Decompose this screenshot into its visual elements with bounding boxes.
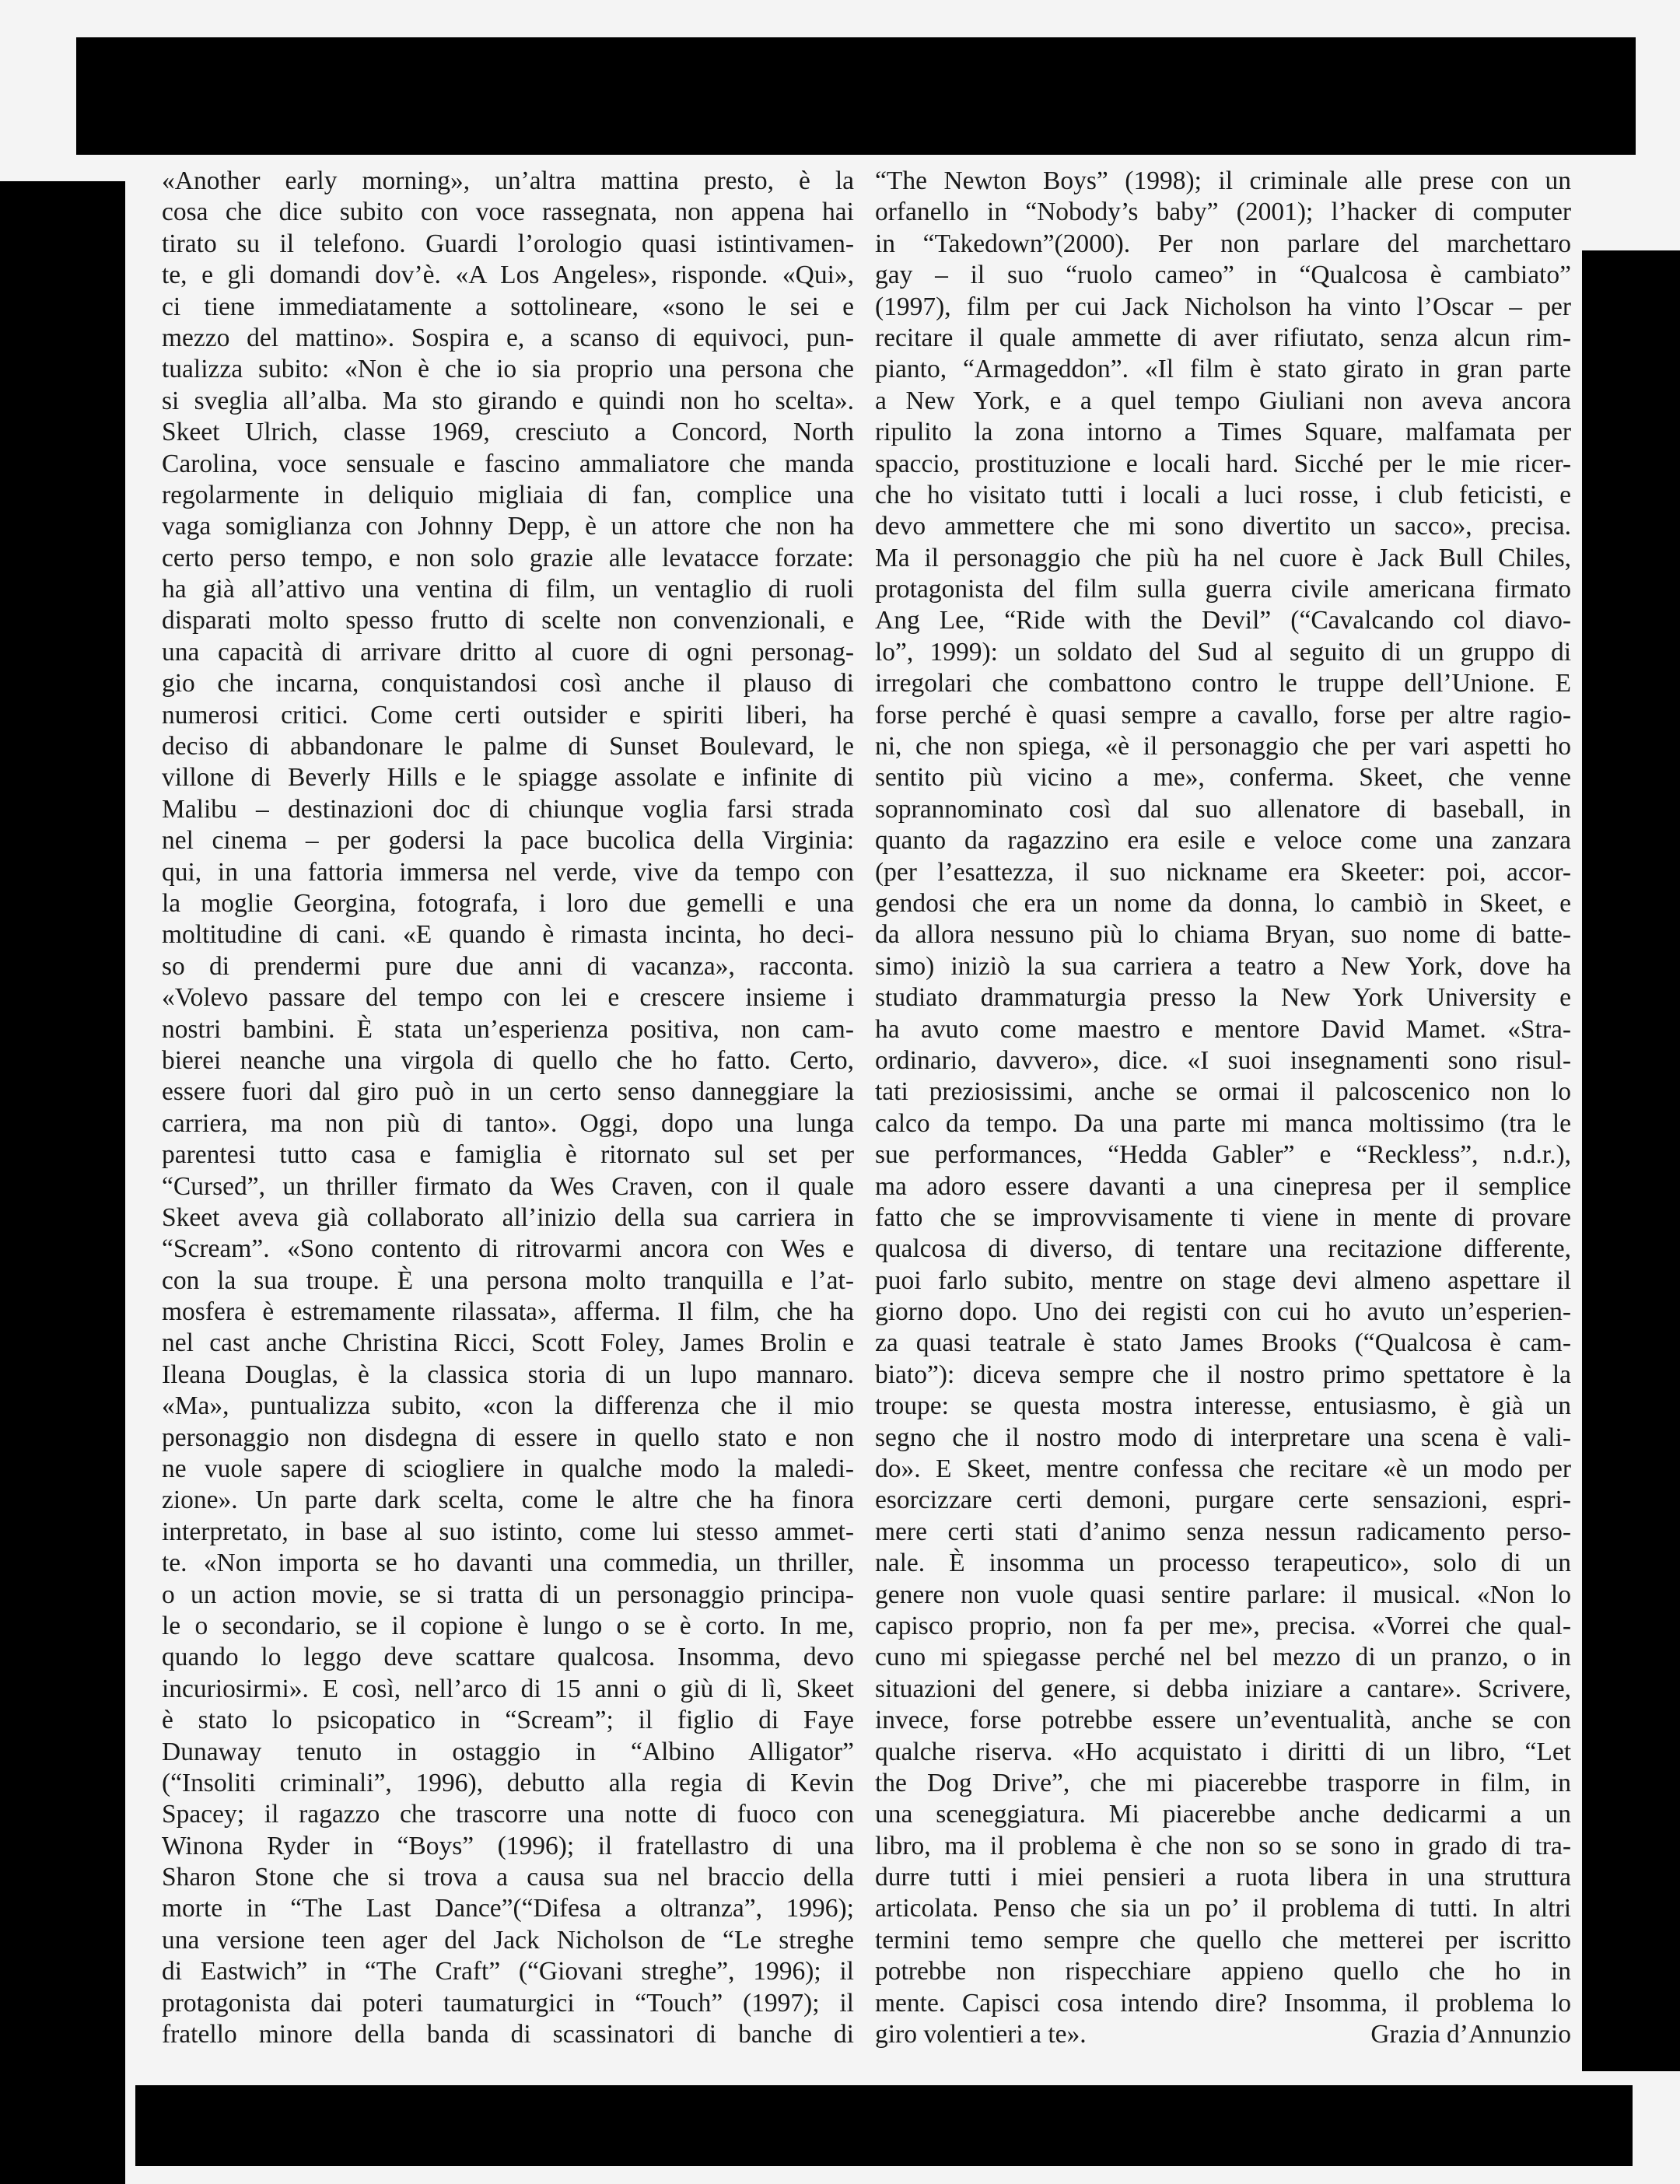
text-line: a New York, e a quel tempo Giuliani non aveva ancora <box>875 386 1571 415</box>
text-line: mosfera è estremamente rilassata», afferma. Il film, che ha <box>162 1297 854 1327</box>
text-line: «Another early morning», un’altra mattina presto, è la <box>162 166 854 195</box>
text-line: fatto che se improvvisamente ti viene in mente di provare <box>875 1202 1571 1232</box>
text-line: gendosi che era un nome da donna, lo cambiò in Skeet, e <box>875 888 1571 918</box>
text-line: ne vuole sapere di sciogliere in qualche modo la maledi- <box>162 1454 854 1484</box>
text-line: biato”): diceva sempre che il nostro primo spettatore è la <box>875 1360 1571 1389</box>
text-line: giorno dopo. Uno dei registi con cui ho avuto un’esperien- <box>875 1297 1571 1327</box>
text-line: Ang Lee, “Ride with the Devil” (“Cavalcando col diavo- <box>875 606 1571 635</box>
text-line: “Scream”. «Sono contento di ritrovarmi ancora con Wes e <box>162 1234 854 1264</box>
text-line: Carolina, voce sensuale e fascino ammaliatore che manda <box>162 449 854 478</box>
text-line: nel cinema – per godersi la pace bucolica della Virginia: <box>162 826 854 856</box>
text-line: che ho visitato tutti i locali a luci rosse, i club feticisti, e <box>875 480 1571 509</box>
text-line: regolarmente in deliquio migliaia di fan, complice una <box>162 480 854 509</box>
text-line: te. «Non importa se ho davanti una commedia, un thriller, <box>162 1549 854 1578</box>
text-line: invece, forse potrebbe essere un’eventualità, anche se con <box>875 1706 1571 1735</box>
text-line: irregolari che combattono contro le truppe dell’Unione. E <box>875 669 1571 698</box>
text-line: ordinario, davvero», dice. «I suoi insegnamenti sono risul- <box>875 1045 1571 1075</box>
text-line: la moglie Georgina, fotografa, i loro due gemelli e una <box>162 888 854 918</box>
text-line: sue performances, “Hedda Gabler” e “Reckless”, n.d.r.), <box>875 1140 1571 1170</box>
text-line: simo) iniziò la sua carriera a teatro a New York, dove ha <box>875 951 1571 981</box>
text-line: disparati molto spesso frutto di scelte non convenzionali, e <box>162 606 854 635</box>
text-line: tati preziosissimi, anche se ormai il palcoscenico non lo <box>875 1077 1571 1107</box>
text-line: Winona Ryder in “Boys” (1996); il fratellastro di una <box>162 1831 854 1860</box>
text-line: vaga somiglianza con Johnny Depp, è un attore che non ha <box>162 512 854 541</box>
text-line: nostri bambini. È stata un’esperienza positiva, non cam- <box>162 1014 854 1044</box>
text-line: le o secondario, se il copione è lungo o se è corto. In me, <box>162 1611 854 1640</box>
text-line: gay – il suo “ruolo cameo” in “Qualcosa è cambiato” <box>875 261 1571 290</box>
text-line: con la sua troupe. È una persona molto tranquilla e l’at- <box>162 1265 854 1295</box>
text-line: qui, in una fattoria immersa nel verde, vive da tempo con <box>162 857 854 887</box>
text-line: genere non vuole quasi sentire parlare: il musical. «Non lo <box>875 1580 1571 1609</box>
text-line: segno che il nostro modo di interpretare una scena è vali- <box>875 1423 1571 1452</box>
bottom-black-bar <box>135 2085 1633 2166</box>
article-closing-line <box>875 2019 1571 2050</box>
text-line: carriera, ma non più di tanto». Oggi, dopo una lunga <box>162 1108 854 1138</box>
text-line: di Eastwich” in “The Craft” (“Giovani streghe”, 1996); il <box>162 1957 854 1986</box>
text-line: Skeet aveva già collaborato all’inizio della sua carriera in <box>162 1202 854 1232</box>
text-line: qualche riserva. «Ho acquistato i diritti di un libro, “Let <box>875 1737 1571 1766</box>
text-line: mere certi stati d’animo senza nessun radicamento perso- <box>875 1517 1571 1546</box>
text-line: ci tiene immediatamente a sottolineare, «sono le sei e <box>162 292 854 321</box>
text-line: durre tutti i miei pensieri a ruota libera in una struttura <box>875 1863 1571 1892</box>
text-line: zione». Un parte dark scelta, come le altre che ha finora <box>162 1486 854 1515</box>
text-line: Sharon Stone che si trova a causa sua nel braccio della <box>162 1863 854 1892</box>
text-line: una versione teen ager del Jack Nicholson de “Le streghe <box>162 1925 854 1955</box>
text-line: è stato lo psicopatico in “Scream”; il figlio di Faye <box>162 1706 854 1735</box>
text-line: tualizza subito: «Non è che io sia proprio una persona che <box>162 355 854 384</box>
text-line: mezzo del mattino». Sospira e, a scanso di equivoci, pun- <box>162 323 854 352</box>
text-line: (“Insoliti criminali”, 1996), debutto alla regia di Kevin <box>162 1768 854 1797</box>
text-line: puoi farlo subito, mentre on stage devi almeno aspettare il <box>875 1265 1571 1295</box>
text-line: te, e gli domandi dov’è. «A Los Angeles», risponde. «Qui», <box>162 261 854 290</box>
text-line: qualcosa di diverso, di tentare una recitazione differente, <box>875 1234 1571 1264</box>
text-line: Skeet Ulrich, classe 1969, cresciuto a Concord, North <box>162 418 854 447</box>
text-line: studiato drammaturgia presso la New York University e <box>875 983 1571 1013</box>
text-line: da allora nessuno più lo chiama Bryan, suo nome di batte- <box>875 920 1571 950</box>
text-line: libro, ma il problema è che non so se sono in grado di tra- <box>875 1831 1571 1860</box>
text-line: esorcizzare certi demoni, purgare certe sensazioni, espri- <box>875 1486 1571 1515</box>
text-line: “The Newton Boys” (1998); il criminale alle prese con un <box>875 166 1571 195</box>
right-black-bar <box>1582 250 1680 2071</box>
text-line: pianto, “Armageddon”. «Il film è stato girato in gran parte <box>875 355 1571 384</box>
text-line: Ileana Douglas, è la classica storia di un lupo mannaro. <box>162 1360 854 1389</box>
text-line: recitare il quale ammette di aver rifiutato, senza alcun rim- <box>875 323 1571 352</box>
text-line: cosa che dice subito con voce rassegnata, non appena hai <box>162 198 854 227</box>
text-line: interpretato, in base al suo istinto, come lui stesso ammet- <box>162 1517 854 1546</box>
text-line: quanto da ragazzino era esile e veloce come una zanzara <box>875 826 1571 856</box>
text-line: “Cursed”, un thriller firmato da Wes Craven, con il quale <box>162 1171 854 1201</box>
text-line: deciso di abbandonare le palme di Sunset Boulevard, le <box>162 732 854 761</box>
text-line: termini temo sempre che quello che metterei per iscritto <box>875 1925 1571 1955</box>
text-line: so di prendermi pure due anni di vacanza», racconta. <box>162 951 854 981</box>
text-line: articolata. Penso che sia un po’ il problema di tutti. In altri <box>875 1894 1571 1923</box>
text-line: in “Takedown”(2000). Per non parlare del marchettaro <box>875 229 1571 258</box>
text-line: certo perso tempo, e non solo grazie alle levatacce forzate: <box>162 543 854 572</box>
text-line: devo ammettere che mi sono divertito un sacco», precisa. <box>875 512 1571 541</box>
text-line: ripulito la zona intorno a Times Square, malfamata per <box>875 418 1571 447</box>
text-line: morte in “The Last Dance”(“Difesa a oltranza”, 1996); <box>162 1894 854 1923</box>
text-line: protagonista del film sulla guerra civile americana firmato <box>875 575 1571 604</box>
text-line: sentito più vicino a me», conferma. Skeet, che venne <box>875 763 1571 793</box>
text-line: personaggio non disdegna di essere in quello stato e non <box>162 1423 854 1452</box>
text-line: incuriosirmi». E così, nell’arco di 15 anni o giù di lì, Skeet <box>162 1674 854 1703</box>
text-line: ma adoro essere davanti a una cinepresa per il semplice <box>875 1171 1571 1201</box>
text-line: capisco proprio, non fa per me», precisa. «Vorrei che qual- <box>875 1611 1571 1640</box>
text-line: una sceneggiatura. Mi piacerebbe anche dedicarmi a un <box>875 1800 1571 1829</box>
text-line: cuno mi spiegasse perché nel bel mezzo di un pranzo, o in <box>875 1643 1571 1672</box>
text-line: situazioni del genere, si debba iniziare a cantare». Scrivere, <box>875 1674 1571 1703</box>
text-line: potrebbe non rispecchiare appieno quello che ho in <box>875 1957 1571 1986</box>
text-line: tirato su il telefono. Guardi l’orologio quasi istintivamen- <box>162 229 854 258</box>
text-line: una capacità di arrivare dritto al cuore di ogni personag- <box>162 637 854 667</box>
article-right-column <box>875 166 1571 2050</box>
left-black-bar <box>0 181 125 2184</box>
text-line: nel cast anche Christina Ricci, Scott Foley, James Brolin e <box>162 1328 854 1358</box>
text-line: numerosi critici. Come certi outsider e spiriti liberi, ha <box>162 700 854 730</box>
text-line: forse perché è quasi sempre a cavallo, forse per altre ragio- <box>875 700 1571 730</box>
text-line: «Volevo passare del tempo con lei e crescere insieme i <box>162 983 854 1013</box>
text-line: Spacey; il ragazzo che trascorre una notte di fuoco con <box>162 1800 854 1829</box>
text-line: lo”, 1999): un soldato del Sud al seguito di un gruppo di <box>875 637 1571 667</box>
text-line: Malibu – destinazioni doc di chiunque voglia farsi strada <box>162 794 854 824</box>
text-line: essere fuori dal giro può in un certo senso danneggiare la <box>162 1077 854 1107</box>
text-line: Ma il personaggio che più ha nel cuore è Jack Bull Chiles, <box>875 543 1571 572</box>
text-line: spaccio, prostituzione e locali hard. Sicché per le mie ricer- <box>875 449 1571 478</box>
text-line: Dunaway tenuto in ostaggio in “Albino Alligator” <box>162 1737 854 1766</box>
text-line: troupe: se questa mostra interesse, entusiasmo, è già un <box>875 1391 1571 1421</box>
text-line: si sveglia all’alba. Ma sto girando e quindi non ho scelta». <box>162 386 854 415</box>
text-line: villone di Beverly Hills e le spiagge assolate e infinite di <box>162 763 854 793</box>
text-line: calco da tempo. Da una parte mi manca moltissimo (tra le <box>875 1108 1571 1138</box>
text-line: ni, che non spiega, «è il personaggio che per vari aspetti ho <box>875 732 1571 761</box>
text-line: parentesi tutto casa e famiglia è ritornato sul set per <box>162 1140 854 1170</box>
text-line: moltitudine di cani. «E quando è rimasta incinta, ho deci- <box>162 920 854 950</box>
text-line: orfanello in “Nobody’s baby” (2001); l’hacker di computer <box>875 198 1571 227</box>
author-signature: Grazia d’Annunzio <box>1370 2020 1571 2049</box>
top-black-bar <box>76 37 1636 155</box>
article-last-line: giro volentieri a te». <box>875 2020 1087 2049</box>
text-line: fratello minore della banda di scassinatori di banche di <box>162 2020 854 2049</box>
text-line: (1997), film per cui Jack Nicholson ha vinto l’Oscar – per <box>875 292 1571 321</box>
text-line: do». E Skeet, mentre confessa che recitare «è un modo per <box>875 1454 1571 1484</box>
text-line: soprannominato così dal suo allenatore di baseball, in <box>875 794 1571 824</box>
text-line: «Ma», puntualizza subito, «con la differenza che il mio <box>162 1391 854 1421</box>
text-line: mente. Capisci cosa intendo dire? Insomma, il problema lo <box>875 1988 1571 2018</box>
text-line: ha avuto come maestro e mentore David Mamet. «Stra- <box>875 1014 1571 1044</box>
text-line: the Dog Drive”, che mi piacerebbe trasporre in film, in <box>875 1768 1571 1797</box>
text-line: (per l’esattezza, il suo nickname era Skeeter: poi, accor- <box>875 857 1571 887</box>
text-line: bierei neanche una virgola di quello che ho fatto. Certo, <box>162 1045 854 1075</box>
text-line: protagonista dai poteri taumaturgici in “Touch” (1997); il <box>162 1988 854 2018</box>
text-line: nale. È insomma un processo terapeutico», solo di un <box>875 1549 1571 1578</box>
text-line: o un action movie, se si tratta di un personaggio principa- <box>162 1580 854 1609</box>
text-line: ha già all’attivo una ventina di film, un ventaglio di ruoli <box>162 575 854 604</box>
text-line: za quasi teatrale è stato James Brooks (“Qualcosa è cam- <box>875 1328 1571 1358</box>
article-left-column <box>162 166 854 2050</box>
text-line: gio che incarna, conquistandosi così anche il plauso di <box>162 669 854 698</box>
text-line: quando lo leggo deve scattare qualcosa. Insomma, devo <box>162 1643 854 1672</box>
